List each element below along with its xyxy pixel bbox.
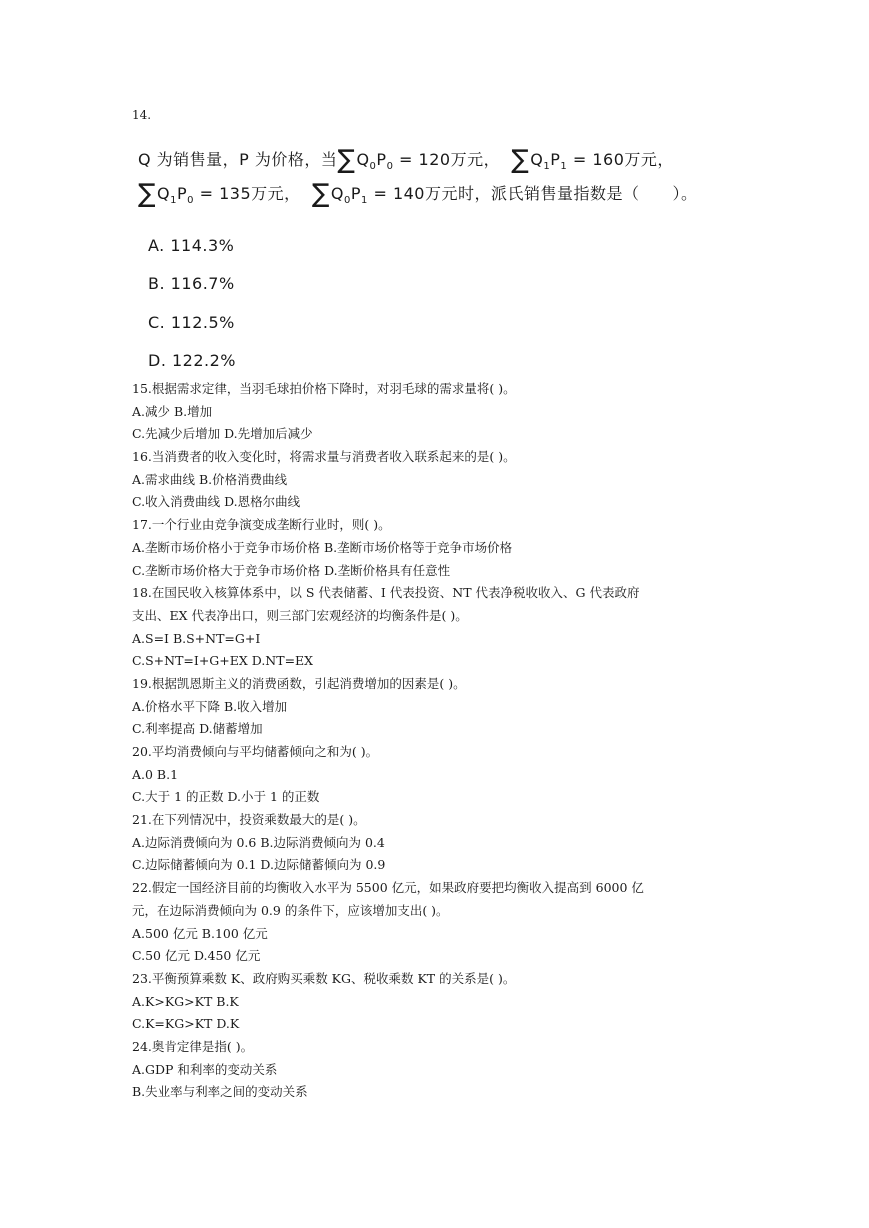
text-line: 支出、EX 代表净出口，则三部门宏观经济的均衡条件是( )。 <box>132 607 468 623</box>
text-line: 15.根据需求定律，当羽毛球拍价格下降时，对羽毛球的需求量将( )。 <box>132 381 516 396</box>
text-line: 19.根据凯恩斯主义的消费函数，引起消费增加的因素是( )。 <box>132 675 466 691</box>
summation-icon: ∑ <box>138 179 157 209</box>
text-line: 元，在边际消费倾向为 0.9 的条件下，应该增加支出( )。 <box>132 902 449 918</box>
text-line: 20.平均消费倾向与平均储蓄倾向之和为( )。 <box>132 744 379 759</box>
summation-icon: ∑ <box>511 145 530 175</box>
text-line: C.利率提高 D.储蓄增加 <box>132 721 263 737</box>
text-line: 16.当消费者的收入变化时，将需求量与消费者收入联系起来的是( )。 <box>132 449 516 465</box>
question-14-stem-line-2: $\sum Q_1P_0 = 135$万元， $\sum Q_0P_1 = 140$万元时，派氏销售量指数是（ ）。 <box>138 179 698 209</box>
question-14-stem-line-1: Q 为销售量，P 为价格，当$\sum Q_0P_0 = 120$万元， $\sum Q_1P_1 = 160$万元， <box>138 145 674 175</box>
text-line: C.垄断市场价格大于竞争市场价格 D.垄断价格具有任意性 <box>132 562 451 578</box>
text-line: 22.假定一国经济目前的均衡收入水平为 5500 亿元，如果政府要把均衡收入提高到 6000 亿 <box>132 880 644 896</box>
text-line: A.垄断市场价格小于竞争市场价格 B.垄断市场价格等于竞争市场价格 <box>132 539 513 555</box>
question-14-number: 14. <box>132 108 152 122</box>
summation-icon: ∑ <box>311 179 330 209</box>
text-line: C.S+NT=I+G+EX D.NT=EX <box>132 653 314 669</box>
text-line: A.500 亿元 B.100 亿元 <box>132 925 268 941</box>
question-14-option-d: D. 122.2% <box>148 351 236 370</box>
text-line: 24.奥肯定律是指( )。 <box>132 1038 254 1054</box>
text-line: C.收入消费曲线 D.恩格尔曲线 <box>132 494 301 510</box>
text-line: A.减少 B.增加 <box>132 403 213 419</box>
question-list <box>132 378 744 1104</box>
text-line: A.S=I B.S+NT=G+I <box>132 630 261 646</box>
text-line: C.50 亿元 D.450 亿元 <box>132 948 261 964</box>
summation-icon: ∑ <box>337 145 356 175</box>
text-line: 18.在国民收入核算体系中，以 S 代表储蓄、I 代表投资、NT 代表净税收收入、G 代表政府 <box>132 585 640 601</box>
text-line: 17.一个行业由竞争演变成垄断行业时，则( )。 <box>132 517 391 533</box>
stem-text-2: 时，派氏销售量指数是（ ）。 <box>457 184 698 203</box>
text-line: 23.平衡预算乘数 K、政府购买乘数 KG、税收乘数 KT 的关系是( )。 <box>132 970 516 986</box>
text-line: B.失业率与利率之间的变动关系 <box>132 1084 308 1100</box>
question-14-option-c: C. 112.5% <box>148 313 235 332</box>
stem-text-1: Q 为销售量，P 为价格，当 <box>138 150 338 169</box>
text-line: A.GDP 和利率的变动关系 <box>132 1061 278 1077</box>
question-14-stem <box>138 143 758 211</box>
text-line: C.边际储蓄倾向为 0.1 D.边际储蓄倾向为 0.9 <box>132 857 386 873</box>
question-14-option-b: B. 116.7% <box>148 274 235 293</box>
text-line: A.价格水平下降 B.收入增加 <box>132 698 288 714</box>
text-line: 21.在下列情况中，投资乘数最大的是( )。 <box>132 812 366 828</box>
text-line: A.需求曲线 B.价格消费曲线 <box>132 471 288 487</box>
text-line: C.K=KG>KT D.K <box>132 1016 240 1032</box>
text-line: A.K>KG>KT B.K <box>132 993 239 1009</box>
text-line: C.先减少后增加 D.先增加后减少 <box>132 426 313 442</box>
text-line: C.大于 1 的正数 D.小于 1 的正数 <box>132 789 320 805</box>
text-line: A.边际消费倾向为 0.6 B.边际消费倾向为 0.4 <box>132 834 385 850</box>
text-line: A.0 B.1 <box>132 766 179 782</box>
question-14-option-a: A. 114.3% <box>148 236 235 255</box>
